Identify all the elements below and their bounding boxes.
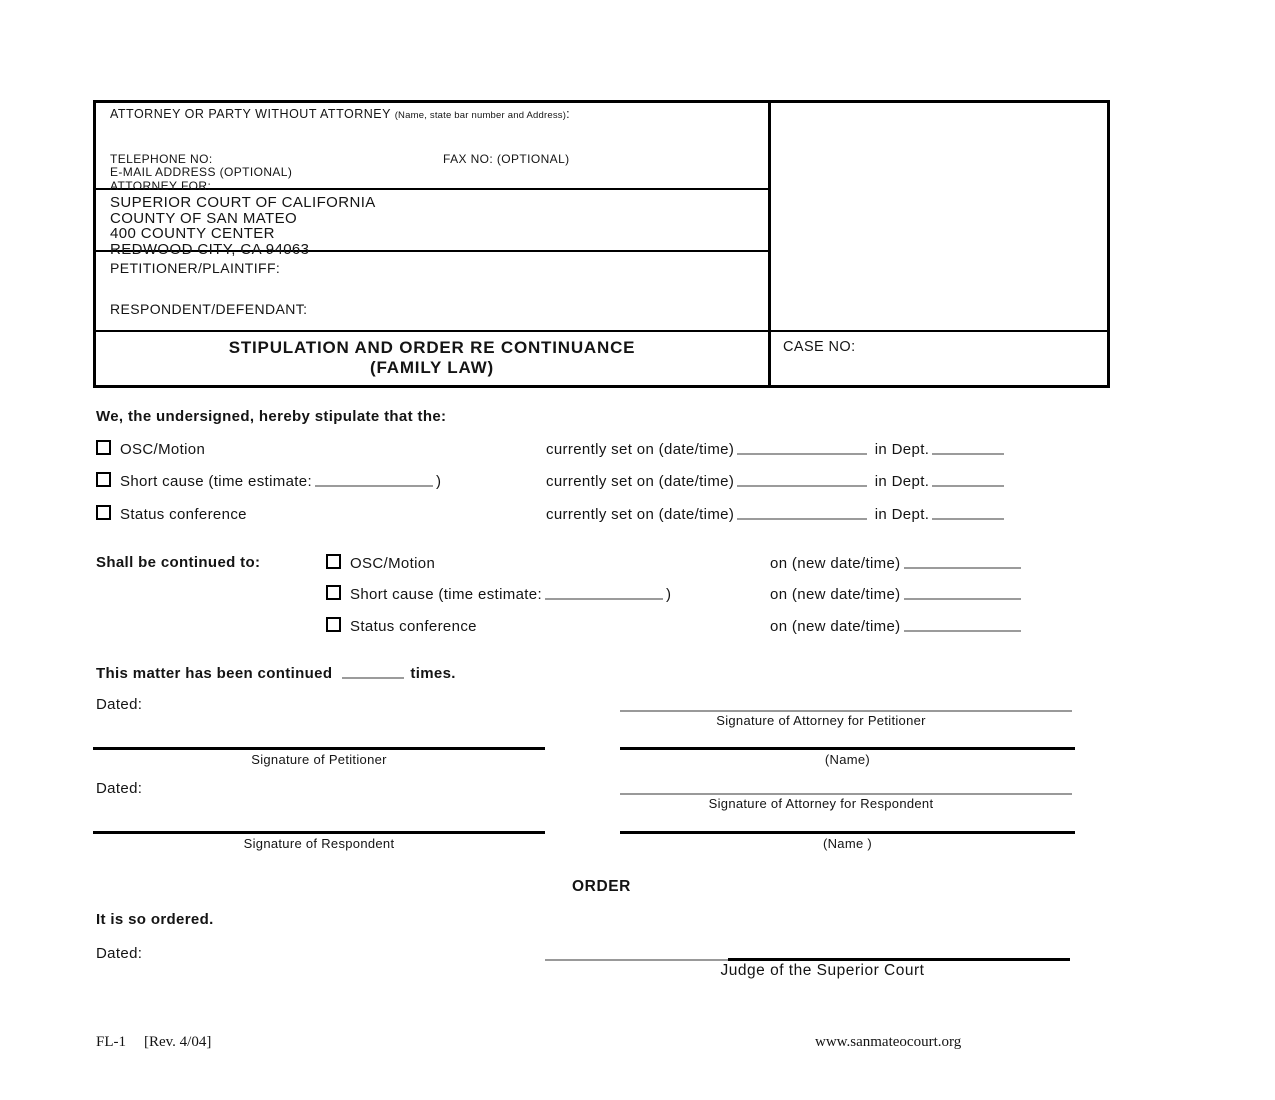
current-datetime-field-3[interactable] bbox=[737, 505, 867, 520]
times-count-field[interactable] bbox=[342, 664, 404, 679]
form-header bbox=[93, 100, 1110, 388]
form-number-line bbox=[96, 1034, 211, 1051]
attorney-box[interactable] bbox=[96, 103, 768, 193]
status-conference-current-checkbox[interactable] bbox=[96, 505, 111, 520]
dated-label-3: Dated: bbox=[96, 945, 143, 962]
form-title-line1: STIPULATION AND ORDER RE CONTINUANCE bbox=[228, 338, 636, 357]
new-datetime-field-2[interactable] bbox=[904, 585, 1021, 600]
dept-field-1[interactable] bbox=[932, 440, 1004, 455]
court-stamp-box bbox=[771, 103, 1107, 332]
short-cause-new-label: Short cause (time estimate: bbox=[350, 586, 543, 603]
new-datetime-field-1[interactable] bbox=[904, 554, 1021, 569]
times-suffix: times. bbox=[410, 665, 456, 682]
order-heading: ORDER bbox=[572, 878, 631, 895]
attorney-respondent-name-line[interactable] bbox=[620, 831, 1075, 834]
dated-label-2: Dated: bbox=[96, 780, 143, 797]
court-address-box bbox=[96, 190, 768, 258]
so-ordered-text: It is so ordered. bbox=[96, 911, 214, 928]
petitioner-label: PETITIONER/PLAINTIFF: bbox=[110, 260, 281, 276]
continue-to-label: Shall be continued to: bbox=[96, 554, 261, 571]
petitioner-signature-label: Signature of Petitioner bbox=[251, 752, 387, 767]
form-number: FL-1 bbox=[96, 1034, 126, 1050]
attorney-box-label: ATTORNEY OR PARTY WITHOUT ATTORNEY (Name, state bar number and Address): bbox=[110, 107, 571, 121]
telephone-label: TELEPHONE NO: bbox=[110, 152, 213, 166]
attorney-respondent-signature-label: Signature of Attorney for Respondent bbox=[708, 796, 934, 811]
new-date-text: on (new date/time) bbox=[770, 618, 901, 635]
fax-label: FAX NO: (OPTIONAL) bbox=[443, 152, 570, 166]
dept-text: in Dept. bbox=[874, 473, 930, 490]
new-date-text: on (new date/time) bbox=[770, 555, 901, 572]
form-title bbox=[96, 332, 768, 385]
attorney-petitioner-signature-line[interactable] bbox=[620, 710, 1072, 712]
respondent-signature-line[interactable] bbox=[93, 831, 545, 834]
current-set-text: currently set on (date/time) bbox=[546, 441, 735, 458]
short-cause-new-checkbox[interactable] bbox=[326, 585, 341, 600]
osc-motion-new-checkbox[interactable] bbox=[326, 554, 341, 569]
court-line: SUPERIOR COURT OF CALIFORNIA bbox=[110, 194, 376, 211]
status-conference-new-label: Status conference bbox=[350, 618, 477, 635]
judge-signature-label: Judge of the Superior Court bbox=[720, 962, 925, 979]
short-cause-close-paren: ) bbox=[666, 586, 672, 603]
time-estimate-field-1[interactable] bbox=[315, 472, 433, 487]
osc-motion-current-checkbox[interactable] bbox=[96, 440, 111, 455]
attorney-box-note: (Name, state bar number and Address) bbox=[394, 110, 567, 121]
attorney-petitioner-name-line[interactable] bbox=[620, 747, 1075, 750]
respondent-label: RESPONDENT/DEFENDANT: bbox=[110, 301, 308, 317]
attorney-respondent-signature-line[interactable] bbox=[620, 793, 1072, 795]
short-cause-close-paren: ) bbox=[436, 473, 442, 490]
status-conference-current-label: Status conference bbox=[120, 506, 247, 523]
times-continued-line bbox=[96, 664, 456, 682]
parties-box[interactable] bbox=[96, 252, 768, 332]
court-line: 400 COUNTY CENTER bbox=[110, 225, 275, 242]
attorney-for-label: ATTORNEY FOR: bbox=[110, 179, 212, 193]
court-line: COUNTY OF SAN MATEO bbox=[110, 209, 298, 227]
dept-text: in Dept. bbox=[874, 441, 930, 458]
current-set-text: currently set on (date/time) bbox=[546, 506, 735, 523]
status-conference-new-checkbox[interactable] bbox=[326, 617, 341, 632]
form-title-line2: (FAMILY LAW) bbox=[370, 358, 494, 377]
attorney-petitioner-name-label: (Name) bbox=[824, 752, 871, 767]
time-estimate-field-2[interactable] bbox=[545, 585, 663, 600]
stipulation-intro: We, the undersigned, hereby stipulate that the: bbox=[96, 408, 447, 425]
dated-label-1: Dated: bbox=[96, 696, 143, 713]
short-cause-current-label: Short cause (time estimate: bbox=[120, 473, 313, 490]
form-revision: [Rev. 4/04] bbox=[144, 1034, 212, 1050]
email-label: E-MAIL ADDRESS (OPTIONAL) bbox=[110, 165, 293, 179]
order-date-line[interactable] bbox=[545, 959, 735, 961]
case-number-label: CASE NO: bbox=[783, 339, 856, 355]
dept-field-2[interactable] bbox=[932, 472, 1004, 487]
short-cause-current-checkbox[interactable] bbox=[96, 472, 111, 487]
current-datetime-field-2[interactable] bbox=[737, 472, 867, 487]
new-datetime-field-3[interactable] bbox=[904, 617, 1021, 632]
osc-motion-current-label: OSC/Motion bbox=[120, 441, 206, 458]
current-set-text: currently set on (date/time) bbox=[546, 473, 735, 490]
current-datetime-field-1[interactable] bbox=[737, 440, 867, 455]
court-line: REDWOOD CITY, CA 94063 bbox=[110, 240, 310, 258]
judge-signature-line[interactable] bbox=[728, 958, 1070, 961]
respondent-signature-label: Signature of Respondent bbox=[243, 836, 395, 851]
petitioner-signature-line[interactable] bbox=[93, 747, 545, 750]
attorney-petitioner-signature-label: Signature of Attorney for Petitioner bbox=[716, 713, 926, 728]
dept-text: in Dept. bbox=[874, 506, 930, 523]
times-prefix: This matter has been continued bbox=[96, 665, 333, 682]
attorney-respondent-name-label: (Name ) bbox=[822, 836, 873, 851]
court-website: www.sanmateocourt.org bbox=[815, 1034, 962, 1050]
case-number-box[interactable] bbox=[771, 332, 1107, 385]
osc-motion-new-label: OSC/Motion bbox=[350, 555, 436, 572]
new-date-text: on (new date/time) bbox=[770, 586, 901, 603]
dept-field-3[interactable] bbox=[932, 505, 1004, 520]
